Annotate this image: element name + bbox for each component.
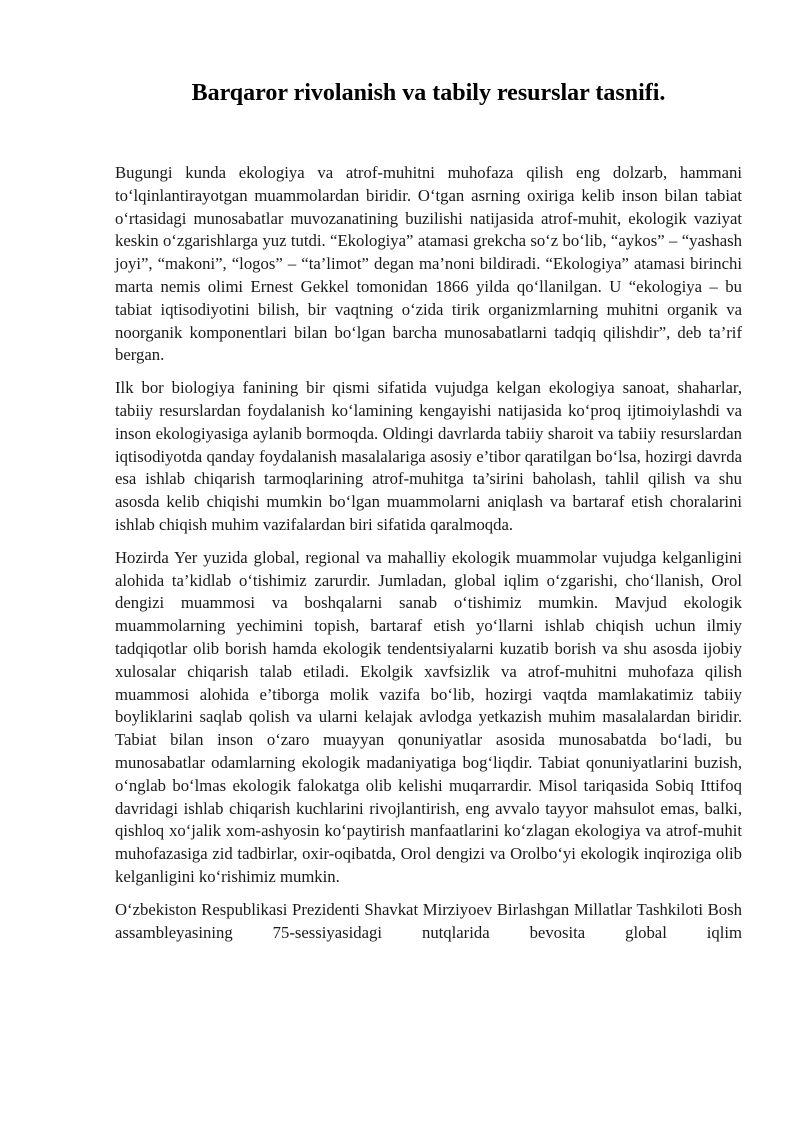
document-body (115, 162, 742, 954)
paragraph-1: Bugungi kunda ekologiya va atrof-muhitni muhofaza qilish eng dolzarb, hammani to‘lqinlantirayotgan muammolardan biridir. O‘tgan asrning oxiriga kelib inson bilan tabiat o‘rtasidagi munosabatlar muvozanatining buzilishi natijasida atrof-muhit, ekologik vaziyat keskin o‘zgarishlarga yuz tutdi. “Ekologiya” atamasi grekcha so‘z bo‘lib, “aykos” – “yashash joyi”, “makoni”, “logos” – “ta’limot” degan ma’noni bildiradi. “Ekologiya” atamasi birinchi marta nemis olimi Ernest Gekkel tomonidan 1866 yilda qo‘llanilgan. U “ekologiya – bu tabiat iqtisodiyotini bilish, bir vaqtning o‘zida tirik organizmlarning muhitni organik va noorganik komponentlari bilan bo‘lgan barcha munosabatlarni tadqiq qilishdir”, deb ta’rif bergan. (115, 163, 742, 365)
document-title: Barqaror rivolanish va tabily resurslar tasnifi. (191, 80, 666, 106)
paragraph-2: Ilk bor biologiya fanining bir qismi sifatida vujudga kelgan ekologiya sanoat, shaharlar, tabiiy resurslardan foydalanish ko‘lamining kengayishi natijasida ko‘proq ijtimoiylashdi va inson ekologiyasiga aylanib bormoqda. Oldingi davrlarda tabiiy sharoit va tabiiy resurslardan iqtisodiyotda qanday foydalanish masalalariga asosiy e’tibor qaratilgan bo‘lsa, hozirgi davrda esa ishlab chiqarish tarmoqlarining atrof-muhitga ta’sirini baholash, tahlil qilish va shu asosda kelib chiqishi mumkin bo‘lgan muammolarni aniqlash va bartaraf etish choralarini ishlab chiqish muhim vazifalardan biri sifatida qaralmoqda. (115, 378, 742, 534)
paragraph-3: Hozirda Yer yuzida global, regional va mahalliy ekologik muammolar vujudga kelganligini alohida ta’kidlab o‘tishimiz zarurdir. Jumladan, global iqlim o‘zgarishi, cho‘llanish, Orol dengizi muammosi va boshqalarni sanab o‘tishimiz mumkin. Mavjud ekologik muammolarning yechimini topish, bartaraf etish yo‘llarni ishlab chiqish uchun ilmiy tadqiqotlar olib borish hamda ekologik tendentsiyalarni kuzatib borish va shu asosda ijobiy xulosalar chiqarish talab etiladi. Ekolgik xavfsizlik va atrof-muhitni muhofaza qilish muammosi alohida e’tiborga molik vazifa bo‘lib, hozirgi vaqtda mamlakatimiz tabiiy boyliklarini saqlab qolish va ularni kelajak avlodga yetkazish muhim masalalardan biridir. Tabiat bilan inson o‘zaro muayyan qonuniyatlar asosida munosabatda bo‘ladi, bu munosabatlar odamlarning ekologik madaniyatiga bog‘liqdir. Tabiat qonuniyatlarini buzish, o‘nglab bo‘lmas ekologik falokatga olib kelishi muqarrardir. Misol tariqasida Sobiq Ittifoq davridagi ishlab chiqarish kuchlarini rivojlantirish, eng avvalo tayyor mahsulot emas, balki, qishloq xo‘jalik xom-ashyosin ko‘paytirish manfaatlarini ko‘zlagan ekologiya va atrof-muhit muhofazasiga zid tadbirlar, oxir-oqibatda, Orol dengizi va Orolbo‘yi ekologik inqiroziga olib kelganligini ko‘rishimiz mumkin. (115, 547, 742, 886)
paragraph-4: O‘zbekiston Respublikasi Prezidenti Shavkat Mirziyoev Birlashgan Millatlar Tashkiloti Bosh assambleyasining 75-sessiyasidagi nutqlarida bevosita global iqlim (115, 899, 742, 942)
